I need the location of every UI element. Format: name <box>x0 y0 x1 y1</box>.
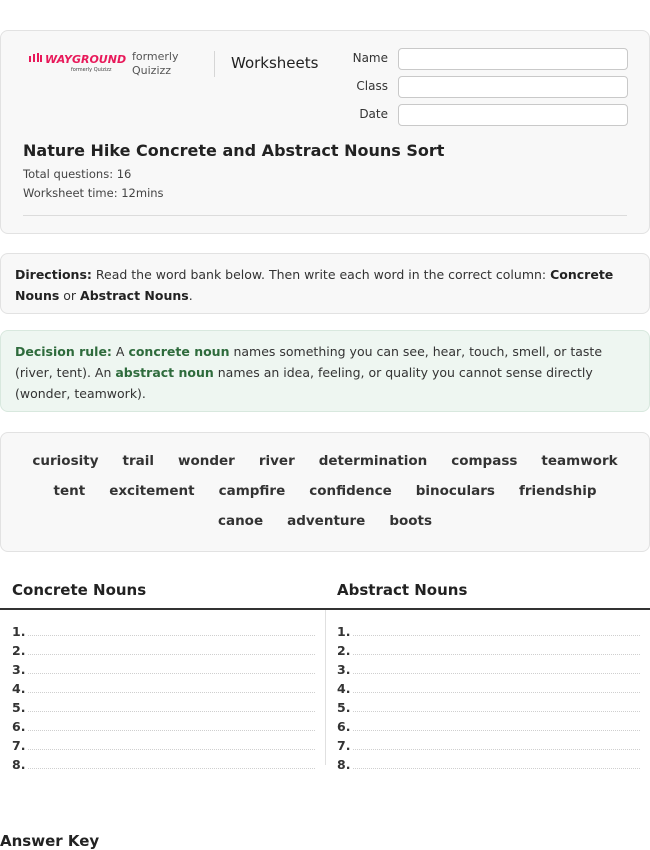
line-number: 8. <box>337 757 351 772</box>
answer-line[interactable] <box>337 715 640 734</box>
line-blank[interactable] <box>28 643 315 655</box>
line-number: 4. <box>12 681 26 696</box>
line-blank[interactable] <box>28 719 315 731</box>
total-questions: Total questions: 16 <box>23 167 132 181</box>
logo-subtext: formerly Quizizz <box>71 67 112 73</box>
word-bank-list <box>21 451 629 531</box>
answer-line[interactable] <box>337 658 640 677</box>
line-blank[interactable] <box>28 757 315 769</box>
answer-line[interactable] <box>12 696 315 715</box>
word-bank-item: adventure <box>287 513 366 529</box>
line-number: 6. <box>12 719 26 734</box>
worksheet-time: Worksheet time: 12mins <box>23 186 164 200</box>
worksheet-header <box>0 30 650 234</box>
line-number: 7. <box>12 738 26 753</box>
word-bank-item: teamwork <box>541 453 618 469</box>
abstract-answer-lines <box>337 620 640 772</box>
date-label: Date <box>359 107 388 121</box>
abstract-nouns-heading: Abstract Nouns <box>337 581 468 599</box>
line-number: 5. <box>337 700 351 715</box>
directions-abstract: Abstract Nouns <box>80 288 189 303</box>
date-field-row <box>341 104 631 126</box>
line-number: 7. <box>337 738 351 753</box>
answer-line[interactable] <box>337 753 640 772</box>
answer-line[interactable] <box>337 677 640 696</box>
line-blank[interactable] <box>353 624 640 636</box>
rule-t1: A <box>111 344 129 359</box>
answer-line[interactable] <box>12 734 315 753</box>
line-blank[interactable] <box>353 757 640 769</box>
word-bank-item: canoe <box>217 513 264 529</box>
line-blank[interactable] <box>28 662 315 674</box>
directions-label: Directions: <box>15 267 92 282</box>
concrete-nouns-heading: Concrete Nouns <box>12 581 147 599</box>
class-label: Class <box>356 79 388 93</box>
decision-rule-box <box>0 330 650 412</box>
line-number: 1. <box>337 624 351 639</box>
directions-end: . <box>188 288 193 303</box>
line-blank[interactable] <box>28 738 315 750</box>
line-blank[interactable] <box>353 662 640 674</box>
line-number: 5. <box>12 700 26 715</box>
line-blank[interactable] <box>353 681 640 693</box>
word-bank-item: binoculars <box>415 483 495 499</box>
answer-key-heading: Answer Key <box>0 832 100 850</box>
rule-label: Decision rule: <box>15 344 112 359</box>
word-bank-item: confidence <box>309 483 392 499</box>
word-bank-item: wonder <box>177 453 235 469</box>
line-blank[interactable] <box>353 643 640 655</box>
rule-abstract-term: abstract noun <box>115 365 214 380</box>
line-blank[interactable] <box>353 738 640 750</box>
logo-wordmark: WAYGROUND <box>45 53 127 66</box>
word-bank-item: excitement <box>109 483 195 499</box>
rule-t2: names something you can see, hear, touch, smell, or taste (river, tent). An <box>15 344 603 380</box>
line-number: 8. <box>12 757 26 772</box>
name-input[interactable] <box>398 48 628 70</box>
worksheet-title: Nature Hike Concrete and Abstract Nouns Sort <box>23 141 445 160</box>
name-label: Name <box>352 51 388 65</box>
word-bank-item: compass <box>451 453 518 469</box>
answer-line[interactable] <box>12 677 315 696</box>
answer-line[interactable] <box>12 639 315 658</box>
answer-line[interactable] <box>337 639 640 658</box>
line-number: 3. <box>337 662 351 677</box>
wayground-logo <box>29 53 127 73</box>
answer-line[interactable] <box>12 658 315 677</box>
word-bank-item: river <box>258 453 295 469</box>
rule-concrete-term: concrete noun <box>128 344 230 359</box>
word-bank <box>0 432 650 552</box>
column-divider <box>325 610 326 765</box>
directions-text <box>15 264 635 306</box>
answer-line[interactable] <box>12 715 315 734</box>
answer-line[interactable] <box>12 753 315 772</box>
word-bank-item: friendship <box>518 483 597 499</box>
date-input[interactable] <box>398 104 628 126</box>
class-field-row <box>341 76 631 98</box>
line-number: 3. <box>12 662 26 677</box>
word-bank-item: campfire <box>218 483 286 499</box>
line-blank[interactable] <box>353 719 640 731</box>
answer-line[interactable] <box>337 734 640 753</box>
line-blank[interactable] <box>28 700 315 712</box>
answer-line[interactable] <box>12 620 315 639</box>
line-number: 2. <box>12 643 26 658</box>
directions-concrete: Concrete Nouns <box>15 267 614 303</box>
word-bank-item: trail <box>122 453 154 469</box>
decision-rule-text <box>15 341 635 404</box>
line-number: 2. <box>337 643 351 658</box>
concrete-answer-lines <box>12 620 315 772</box>
class-input[interactable] <box>398 76 628 98</box>
name-field-row <box>341 48 631 70</box>
answer-line[interactable] <box>337 620 640 639</box>
line-blank[interactable] <box>353 700 640 712</box>
word-bank-item: boots <box>389 513 433 529</box>
rule-t3: names an idea, feeling, or quality you cannot sense directly (wonder, teamwork). <box>15 365 593 401</box>
line-blank[interactable] <box>28 681 315 693</box>
header-rule <box>23 215 627 216</box>
line-number: 4. <box>337 681 351 696</box>
line-blank[interactable] <box>28 624 315 636</box>
line-number: 6. <box>337 719 351 734</box>
formerly-label: formerly Quizizz <box>132 50 179 77</box>
word-bank-item: determination <box>318 453 428 469</box>
section-title: Worksheets <box>231 54 319 72</box>
word-bank-item: curiosity <box>32 453 99 469</box>
directions-body: Read the word bank below. Then write each word in the correct column: <box>91 267 551 282</box>
answer-line[interactable] <box>337 696 640 715</box>
directions-or: or <box>59 288 81 303</box>
word-bank-item: tent <box>53 483 86 499</box>
directions-box <box>0 253 650 314</box>
line-number: 1. <box>12 624 26 639</box>
wayground-logo-icon <box>29 53 43 66</box>
header-divider <box>214 51 215 77</box>
